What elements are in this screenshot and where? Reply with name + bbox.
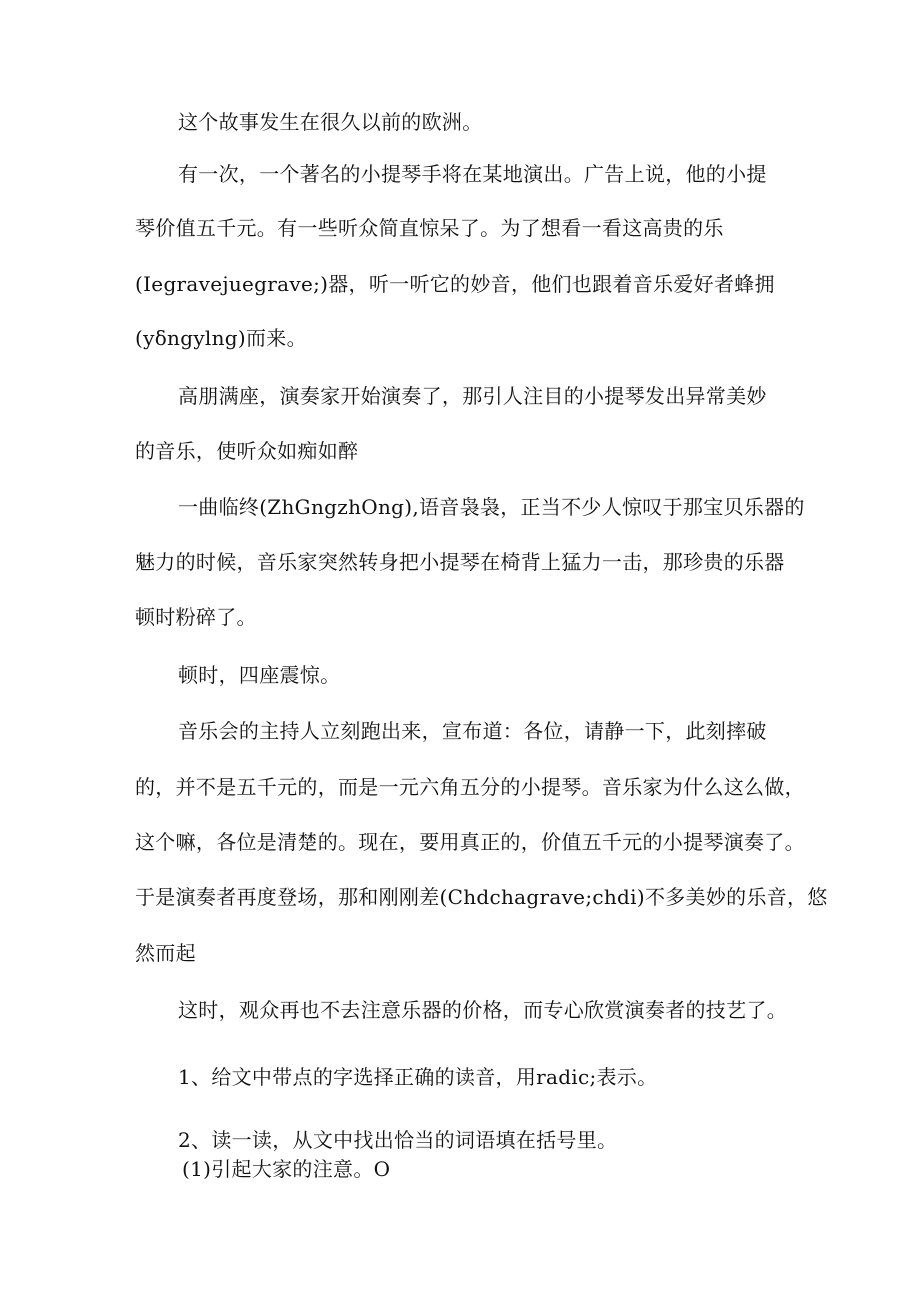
paragraph-line: 顿时，四座震惊。 [178,663,341,687]
paragraph-line: 魅力的时候，音乐家突然转身把小提琴在椅背上猛力一击，那珍贵的乐器 [135,550,785,574]
question-2: 2、读一读，从文中找出恰当的词语填在括号里。 [178,1128,618,1152]
paragraph-line: 音乐会的主持人立刻跑出来，宣布道：各位，请静一下，此刻摔破 [178,719,767,743]
paragraph-line: 然而起 [135,941,196,965]
paragraph-line: (Iegravejuegrave;)器，听一听它的妙音，他们也跟着音乐爱好者蜂拥 [135,272,775,296]
question-2-item-1: (1)引起大家的注意。O [182,1157,391,1181]
paragraph-line: (yδngylng)而来。 [135,326,307,350]
paragraph-line: 琴价值五千元。有一些听众简直惊呆了。为了想看一看这高贵的乐 [135,216,724,240]
paragraph-line: 的音乐，使听众如痴如醉 [135,439,359,463]
question-1: 1、给文中带点的字选择正确的读音，用radic;表示。 [178,1065,658,1089]
paragraph-line: 这个故事发生在很久以前的欧洲。 [178,110,483,134]
paragraph-line: 这时，观众再也不去注意乐器的价格，而专心欣赏演奏者的技艺了。 [178,998,787,1022]
paragraph-line: 的，并不是五千元的，而是一元六角五分的小提琴。音乐家为什么这么做， [135,775,805,799]
paragraph-line: 于是演奏者再度登场，那和刚刚差(Chdchagrave;chdi)不多美妙的乐音，悠 [135,885,828,909]
paragraph-line: 有一次，一个著名的小提琴手将在某地演出。广告上说，他的小提 [178,162,767,186]
paragraph-line: 一曲临终(ZhGngzhOng),语音袅袅，正当不少人惊叹于那宝贝乐器的 [178,495,805,519]
paragraph-line: 顿时粉碎了。 [135,605,257,629]
paragraph-line: 高朋满座，演奏家开始演奏了，那引人注目的小提琴发出异常美妙 [178,384,767,408]
paragraph-line: 这个嘛，各位是清楚的。现在，要用真正的，价值五千元的小提琴演奏了。 [135,830,805,854]
